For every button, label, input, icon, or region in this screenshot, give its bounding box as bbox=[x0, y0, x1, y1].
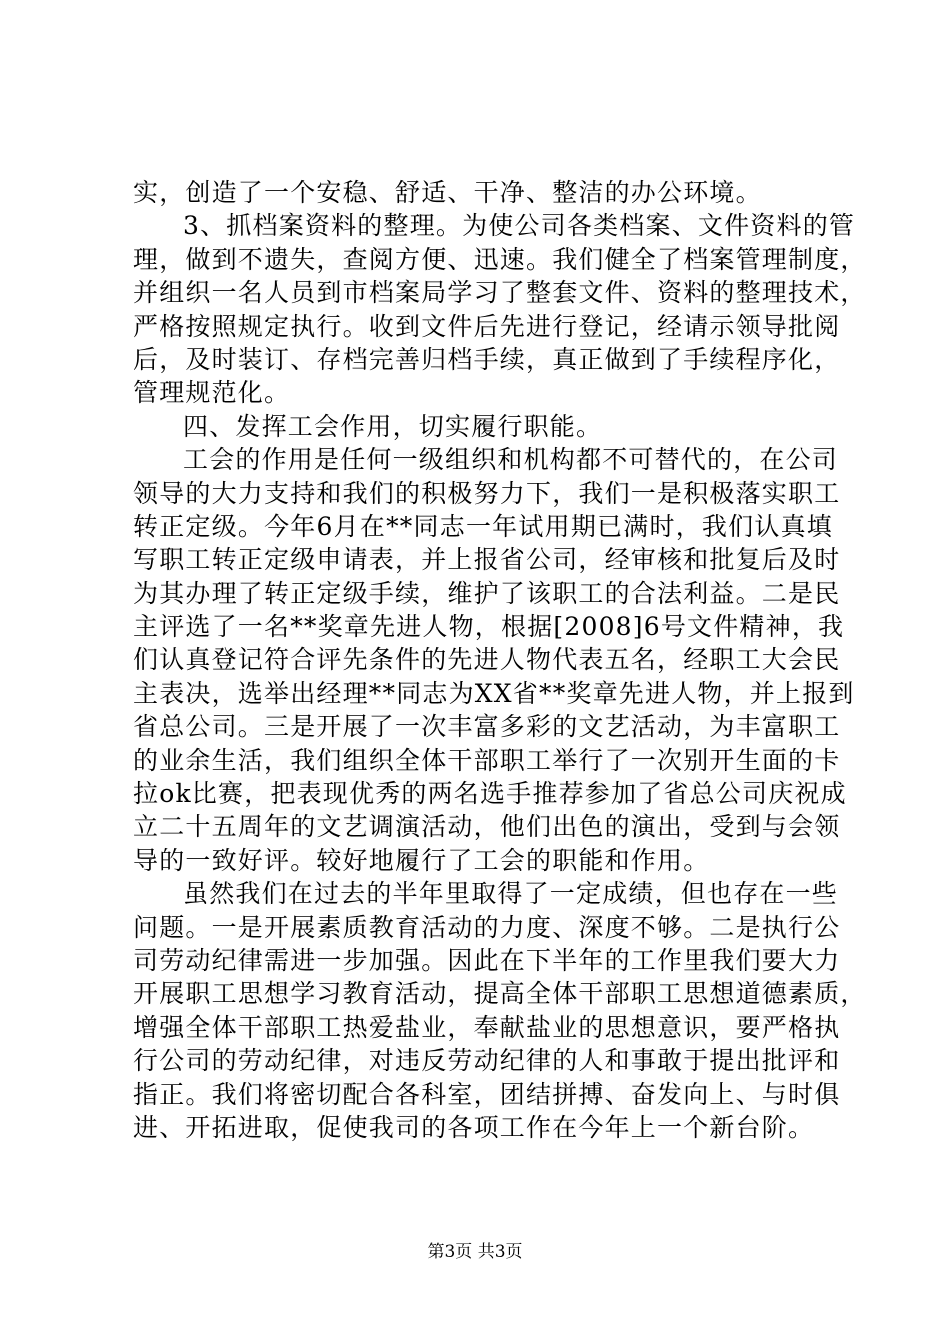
text-line-5: 严格按照规定执行。收到文件后先进行登记，经请示领导批阅 bbox=[133, 311, 841, 341]
text-line-13: 为其办理了转正定级手续，维护了该职工的合法利益。二是民 bbox=[133, 578, 841, 608]
text-line-7: 管理规范化。 bbox=[133, 378, 291, 408]
text-line-10: 领导的大力支持和我们的积极努力下，我们一是积极落实职工 bbox=[133, 478, 841, 508]
text-line-23: 问题。一是开展素质教育活动的力度、深度不够。二是执行公 bbox=[133, 912, 841, 942]
section-heading: 四、发挥工会作用，切实履行职能。 bbox=[183, 411, 603, 441]
text-line-2: 3、抓档案资料的整理。为使公司各类档案、文件资料的管 bbox=[183, 211, 856, 241]
text-line-16: 主表决，选举出经理**同志为XX省**奖章先进人物，并上报到 bbox=[133, 678, 855, 708]
text-line-26: 增强全体干部职工热爱盐业，奉献盐业的思想意识，要严格执 bbox=[133, 1012, 841, 1042]
text-line-15: 们认真登记符合评先条件的先进人物代表五名，经职工大会民 bbox=[133, 645, 841, 675]
document-body bbox=[133, 176, 867, 1144]
text-line-14: 主评选了一名**奖章先进人物，根据[2008]6号文件精神，我 bbox=[133, 612, 845, 642]
page-number-footer: 第3页 共3页 bbox=[427, 1242, 523, 1262]
text-line-11: 转正定级。今年6月在**同志一年试用期已满时，我们认真填 bbox=[133, 511, 833, 541]
text-line-9: 工会的作用是任何一级组织和机构都不可替代的，在公司 bbox=[183, 445, 839, 475]
text-line-21: 导的一致好评。较好地履行了工会的职能和作用。 bbox=[133, 845, 710, 875]
text-line-18: 的业余生活，我们组织全体干部职工举行了一次别开生面的卡 bbox=[133, 745, 841, 775]
text-line-1: 实，创造了一个安稳、舒适、干净、整洁的办公环境。 bbox=[133, 178, 762, 207]
text-line-24: 司劳动纪律需进一步加强。因此在下半年的工作里我们要大力 bbox=[133, 945, 841, 975]
text-line-12: 写职工转正定级申请表，并上报省公司，经审核和批复后及时 bbox=[133, 545, 841, 575]
text-line-27: 行公司的劳动纪律，对违反劳动纪律的人和事敢于提出批评和 bbox=[133, 1046, 841, 1076]
text-line-29: 进、开拓进取，促使我司的各项工作在今年上一个新台阶。 bbox=[133, 1112, 815, 1142]
text-line-17: 省总公司。三是开展了一次丰富多彩的文艺活动，为丰富职工 bbox=[133, 712, 841, 742]
text-line-20: 立二十五周年的文艺调演活动，他们出色的演出，受到与会领 bbox=[133, 812, 841, 842]
text-line-22: 虽然我们在过去的半年里取得了一定成绩，但也存在一些 bbox=[183, 879, 839, 909]
text-line-19: 拉ok比赛，把表现优秀的两名选手推荐参加了省总公司庆祝成 bbox=[133, 779, 847, 809]
text-line-25: 开展职工思想学习教育活动，提高全体干部职工思想道德素质， bbox=[133, 979, 867, 1009]
text-line-6: 后，及时装订、存档完善归档手续，真正做到了手续程序化， bbox=[133, 344, 841, 374]
text-line-3: 理，做到不遗失，查阅方便、迅速。我们健全了档案管理制度， bbox=[133, 244, 867, 274]
text-line-28: 指正。我们将密切配合各科室，团结拼搏、奋发向上、与时俱 bbox=[133, 1079, 841, 1109]
text-line-4: 并组织一名人员到市档案局学习了整套文件、资料的整理技术， bbox=[133, 278, 867, 308]
